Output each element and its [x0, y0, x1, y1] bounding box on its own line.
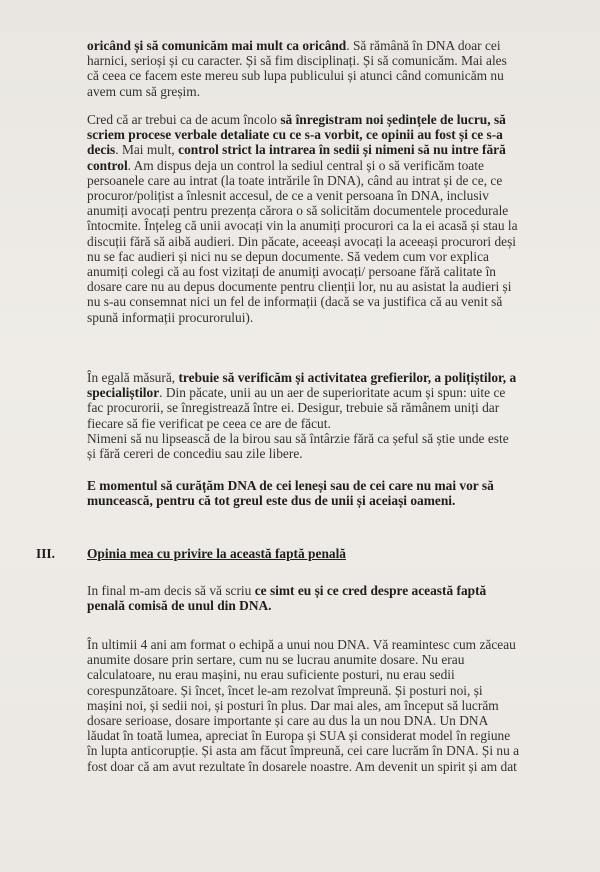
paragraph-meetings-control: [87, 112, 539, 325]
paragraph-dna-history: [87, 637, 539, 774]
text-line: persoanele care au intrat (la toate intrările în DNA), când au intrat și de ce, ce: [87, 172, 503, 188]
text-line: anumite dosare prin sertare, cum nu se lucrau anumite dosare. Nu erau: [87, 652, 465, 668]
text-line: specialiștilor. Din păcate, unii au un aer de superioritate acum și spun: uite ce: [87, 385, 506, 401]
text-line: că ceea ce facem este mereu sub lupa publicului și atunci când comunicăm nu: [87, 68, 504, 84]
text-line: control. Am dispus deja un control la sediul central și o să verificăm toate: [87, 157, 484, 173]
paragraph-opinion-intro: [87, 583, 539, 613]
text-line: și fără cereri de concediu sau zile libere.: [87, 446, 303, 462]
text-line: în lupta anticorupție. Și asta am făcut împreună, cei care lucrăm în DNA. Și nu a: [87, 743, 520, 759]
text-line: avem cum să greșim.: [87, 83, 201, 99]
text-line: oricând și să comunicăm mai mult ca oricând. Să rămână în DNA doar cei: [87, 38, 501, 53]
text-line: fost doar că am avut rezultate în dosarele noastre. Am devenit un spirit și am dat: [87, 758, 517, 774]
text-line: În ultimii 4 ani am format o echipă a unui nou DNA. Vă reamintesc cum zăceau: [87, 637, 516, 652]
text-line: decis. Mai mult, control strict la intrarea în sedii și nimeni să nu intre fără: [87, 142, 506, 158]
text-line: spună informații procurorului).: [87, 309, 254, 325]
text-line: anumiți colegi că au fost vizitați de anumiți avocați/ persoane fără calitate în: [87, 264, 496, 280]
text-line: fiecare să fie verificat pe ceea ce are de făcut.: [87, 415, 331, 431]
text-line: mașini noi, și sedii noi, și posturi în plus. Dar mai ales, am început să lucrăm: [87, 697, 499, 713]
text-line: penală comisă de unul din DNA.: [87, 598, 272, 614]
text-line: anumiți avocați pentru prezența cărora o să solicităm documentele procedurale: [87, 203, 509, 219]
paragraph-communication: [87, 38, 539, 99]
text-line: scriem procese verbale detaliate cu ce s-a vorbit, ce opinii au fost și ce s-a: [87, 127, 503, 143]
text-line: nu se fac audieri și nici nu se depun documente. Să vedem cum vor explica: [87, 248, 489, 264]
text-line: fac procurorii, se înregistrează între ei. Desigur, trebuie să rămânem uniți dar: [87, 400, 500, 416]
section-heading: Opinia mea cu privire la această faptă penală: [87, 546, 346, 561]
text-line: Cred că ar trebui ca de acum încolo să înregistram noi ședințele de lucru, să: [87, 112, 506, 127]
text-line: dosare care nu au depus documente pentru clienții lor, nu au asistat la audieri și: [87, 279, 512, 295]
text-line: corespunzătoare. Și încet, încet le-am rezolvat împreună. Și posturi noi, și: [87, 682, 483, 698]
text-line: nu s-au consemnat nici un fel de informații (dacă se va justifica că au venit să: [87, 294, 503, 310]
text-line: E momentul să curățăm DNA de cei leneși sau de cei care nu mai vor să: [87, 478, 494, 493]
section-number: III.: [36, 546, 55, 561]
text-line: muncească, pentru că tot greul este dus de unii și aceiași oameni.: [87, 493, 456, 509]
text-line: lăudat în toată lumea, apreciat în Europa și SUA și considerat model în regiune: [87, 728, 511, 744]
text-line: In final m-am decis să vă scriu ce simt eu și ce cred despre această faptă: [87, 583, 487, 598]
text-line: procuror/polițist a înlesnit accesul, de ce a venit persoana în DNA, inclusiv: [87, 188, 489, 204]
text-line: Nimeni să nu lipsească de la birou sau să întârzie fără ca șeful să știe unde este: [87, 430, 509, 446]
paragraph-staff-verification: [87, 370, 539, 461]
paragraph-cleanup-statement: [87, 478, 539, 508]
text-line: discuții fără să aibă audieri. Din păcate, aceeași avocați la aceeași procurori deși: [87, 233, 517, 249]
text-line: calculatoare, nu erau mașini, nu erau suficiente posturi, nu erau sedii: [87, 667, 455, 683]
text-line: În egală măsură, trebuie să verificăm și activitatea grefierilor, a polițiștilor, a: [87, 370, 517, 385]
text-line: dosare serioase, dosare importante și care au dus la un nou DNA. Un DNA: [87, 713, 489, 729]
text-line: harnici, serioși și cu caracter. Și să fim disciplinați. Și să comunicăm. Mai ales: [87, 53, 507, 69]
text-line: întocmite. Înțeleg că unii avocați vin la anumiți procurori ca la ei acasă și stau la: [87, 218, 518, 234]
